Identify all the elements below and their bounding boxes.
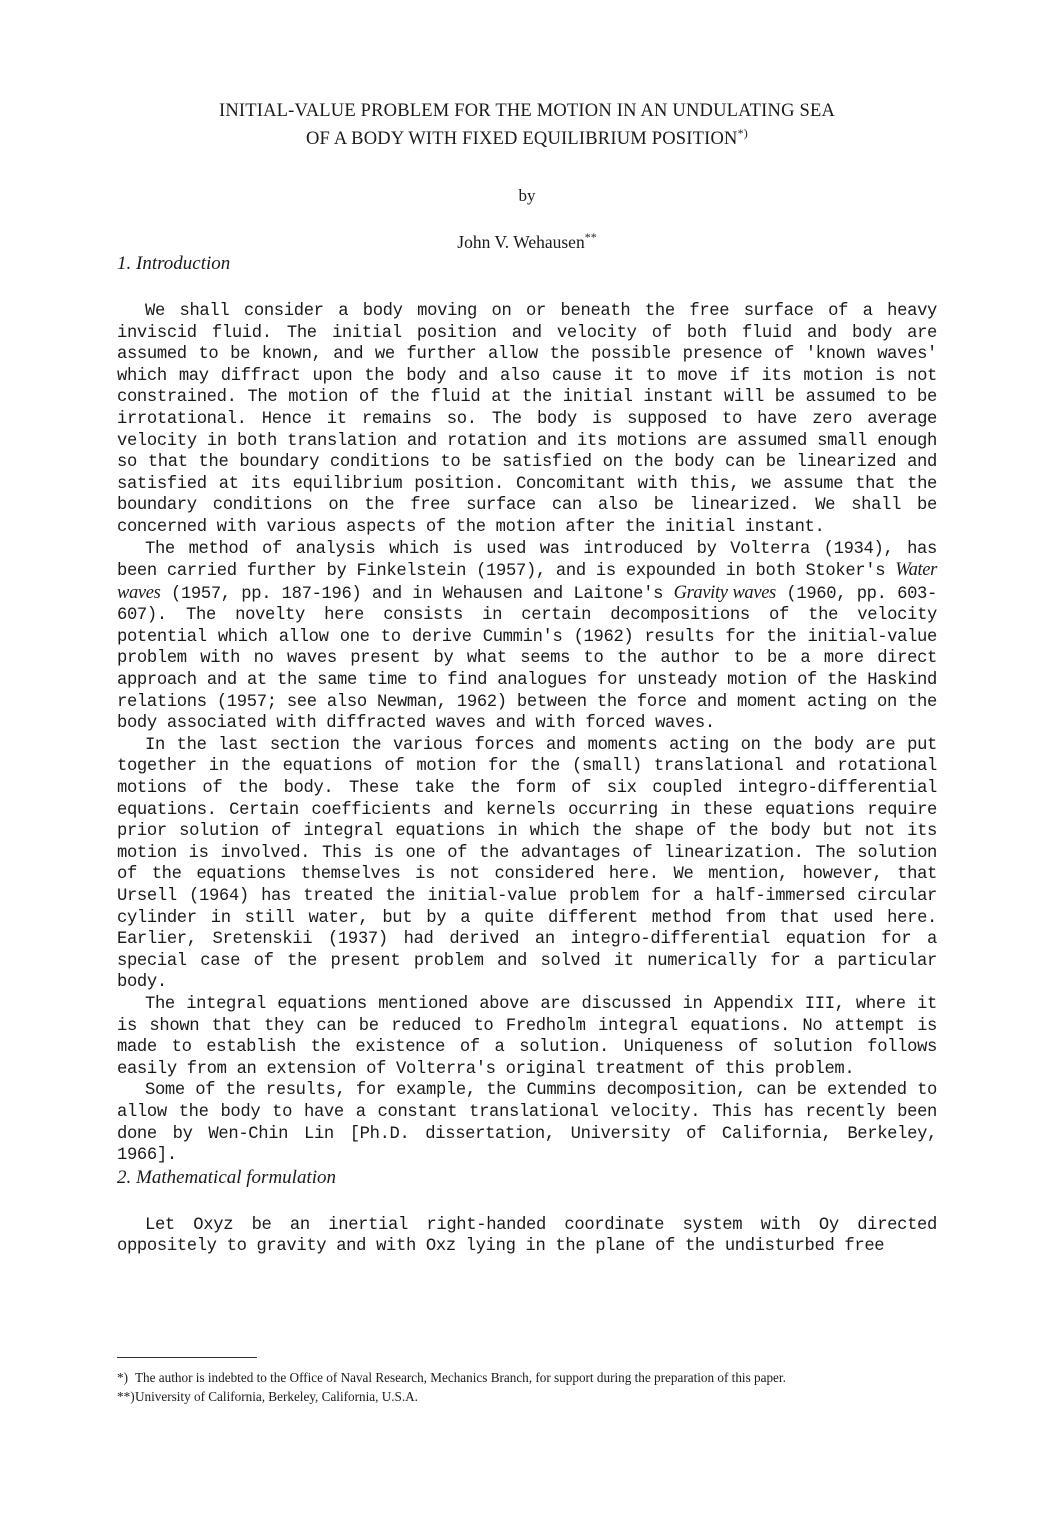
byline: by [518,186,536,206]
footnote-1 [117,1368,947,1387]
paper-title [117,100,937,150]
title-line-1: INITIAL-VALUE PROBLEM FOR THE MOTION IN AN UNDULATING SEA [218,101,836,121]
author-name: John V. Wehausen [457,231,585,252]
paragraph-5: Some of the results, for example, the Cummins decomposition, can be extended to allow the body to have a constant translational velocity. This has recently been done by Wen-Chin Lin [Ph.D. dissertation, University of California, Berkeley, 1966]. [117,1081,937,1166]
paper-page [117,100,937,1258]
book-title-water-waves: Water waves [117,560,937,603]
section-heading-mathematical-formulation: 2. Mathematical formulation [117,1166,337,1188]
paragraph-1: We shall consider a body moving on or beneath the free surface of a heavy inviscid fluid. The initial position and velocity of both fluid and body are assumed to be known, and we further allow the possible presence of 'known waves' which may diffract upon the body and also cause it to move if its motion is not constrained. The motion of the fluid at the initial instant will be assumed to be irrotational. Hence it remains so. The body is supposed to have zero average velocity in both translation and rotation and its motions are assumed small enough so that the boundary conditions to be satisfied on the body can be linearized and satisfied at its equilibrium position. Concomitant with this, we assume that the boundary conditions on the free surface can also be linearized. We shall be concerned with various aspects of the motion after the initial instant. [117,301,937,537]
paragraph-3: In the last section the various forces and moments acting on the body are put together in the equations of motion for the (small) translational and rotational motions of the body. These take the form of six coupled integro-differential equations. Certain coefficients and kernels occurring in these equations require prior solution of integral equations in which the shape of the body but not its motion is involved. This is one of the advantages of linearization. The solution of the equations themselves is not considered here. We mention, however, that Ursell (1964) has treated the initial-value problem for a half-immersed circular cylinder in still water, but by a quite different method from that used here. Earlier, Sretenskii (1937) had derived an integro-differential equation for a special case of the present problem and solved it numerically for a particular body. [117,735,937,993]
footnote-2 [117,1387,947,1406]
paragraph-2-part-b: (1957, pp. 187-196) and in Wehausen and Laitone's [160,584,674,604]
paragraph-4: The integral equations mentioned above are discussed in Appendix III, where it is shown that they can be reduced to Fredholm integral equations. No attempt is made to establish the existence of a solution. Uniqueness of solution follows easily from an extension of Volterra's original treatment of this problem. [117,994,937,1079]
footnote-1-mark: *) [117,1370,128,1385]
title-footnote-mark: *) [737,126,749,140]
title-line-2 [117,122,937,150]
paragraph-math-1: Let Oxyz be an inertial right-handed coordinate system with Oy directed oppositely to gravity and with Oxz lying in the plane of the undisturbed free [117,1215,937,1257]
section-heading-introduction: 1. Introduction [117,252,231,274]
footnote-2-mark: **) [117,1389,135,1404]
author [117,230,937,253]
paragraph-2-part-c: (1960, pp. 603-607). The novelty here consists in certain decompositions of the velocity potential which allow one to derive Cummin's (1962) results for the initial-value problem with no waves present by what seems to the author to be a more direct approach and at the same time to find analogues for unsteady motion of the Haskind relations (1957; see also Newman, 1962) between the force and moment acting on the body associated with diffracted waves and with forced waves. [117,584,937,734]
author-footnote-mark: ** [584,230,597,245]
paragraph-2 [117,539,937,735]
footnote-1-text: The author is indebted to the Office of Naval Research, Mechanics Branch, for support during the preparation of this paper. [135,1370,786,1385]
book-title-gravity-waves: Gravity waves [673,582,776,603]
footnote-2-text: University of California, Berkeley, California, U.S.A. [135,1389,418,1404]
footnotes [117,1368,947,1406]
footnote-divider [117,1357,257,1358]
title-line-2-text: OF A BODY WITH FIXED EQUILIBRIUM POSITION [305,129,738,150]
paragraph-2-part-a: The method of analysis which is used was introduced by Volterra (1934), has been carried further by Finkelstein (1957), and is expounded in both Stoker's [117,539,937,582]
